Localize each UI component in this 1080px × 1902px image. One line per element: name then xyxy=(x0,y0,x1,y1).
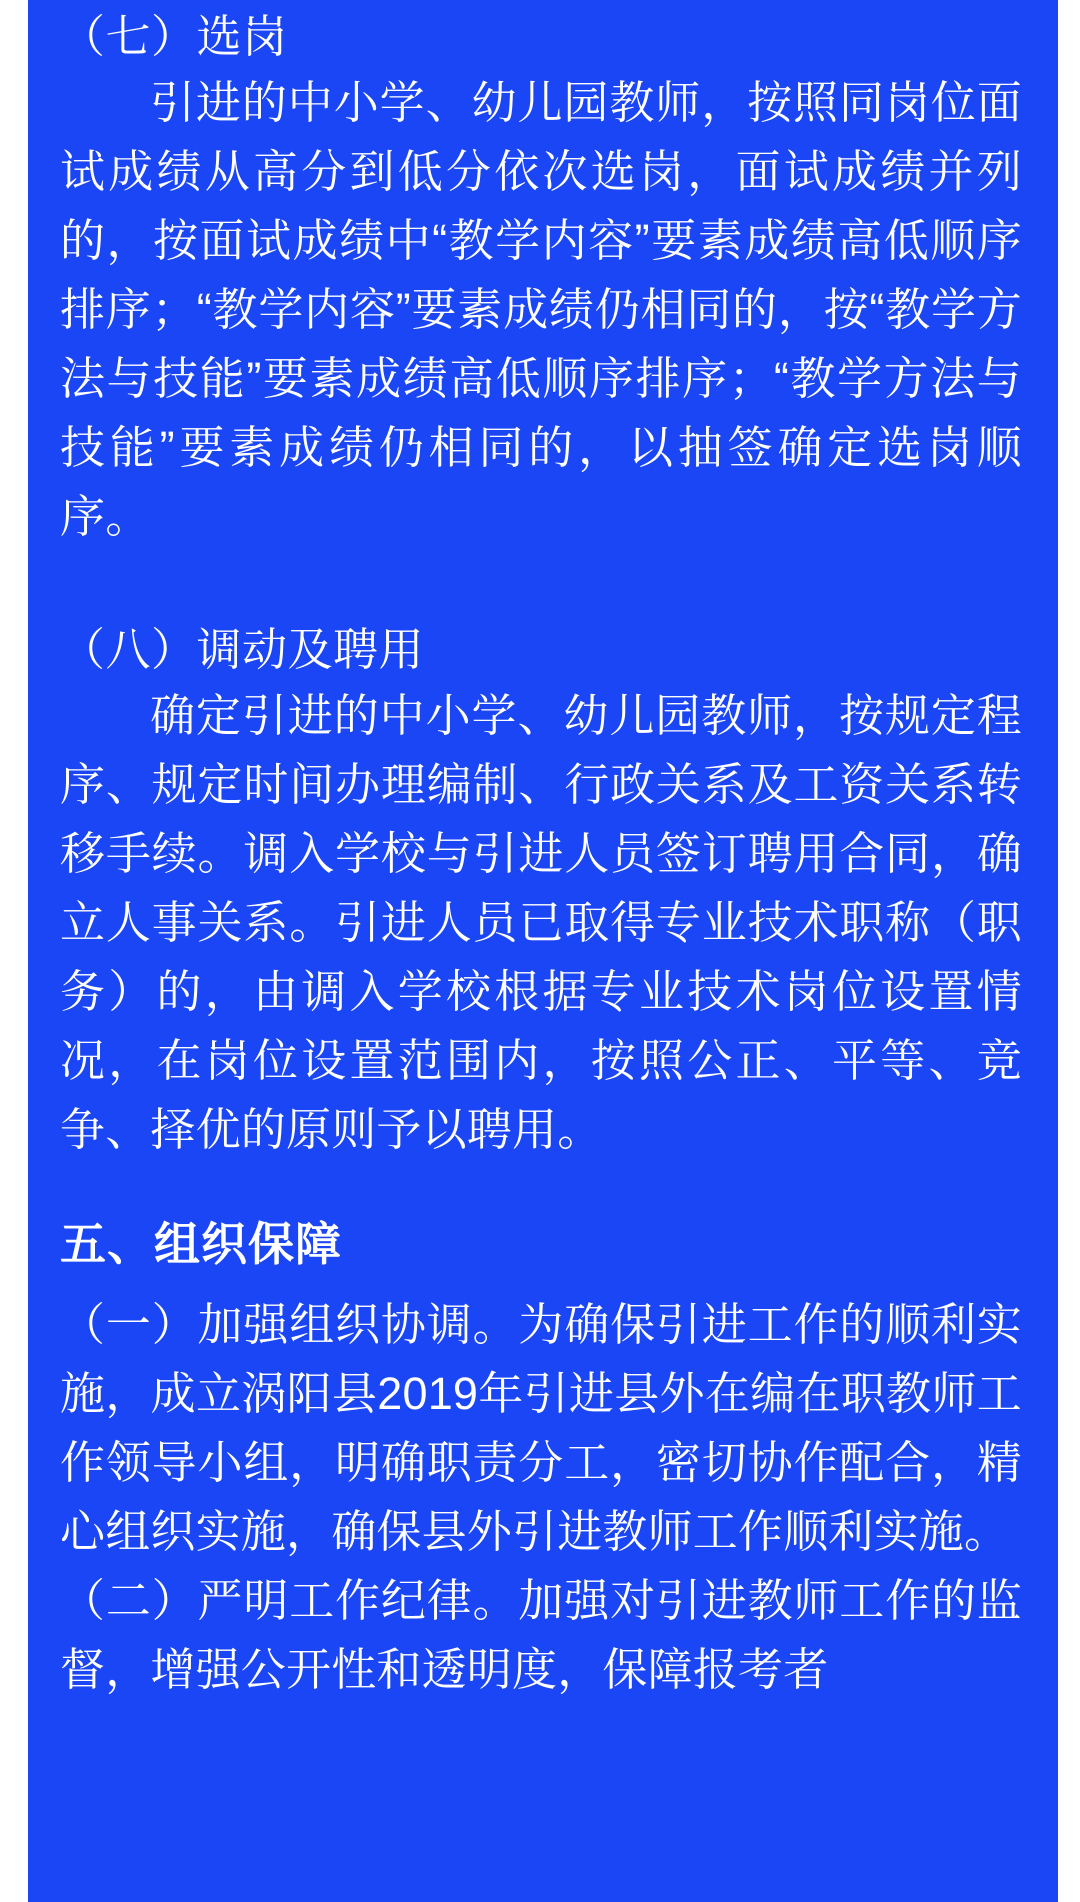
major-section-heading: 五、组织保障 xyxy=(60,1218,342,1270)
section-spacer-1 xyxy=(60,551,1022,613)
major-section-item-1: （一）加强组织协调。为确保引进工作的顺利实施，成立涡阳县2019年引进县外在编在职教师工作领导小组，明确职责分工，密切协作配合，精心组织实施，确保县外引进教师工作顺利实施。 xyxy=(60,1299,1022,1557)
document-content xyxy=(28,0,1058,1902)
section-heading-8: （八）调动及聘用 xyxy=(60,624,425,675)
section-8-paragraph: 确定引进的中小学、幼儿园教师，按规定程序、规定时间办理编制、行政关系及工资关系转移手续。调入学校与引进人员签订聘用合同，确立人事关系。引进人员已取得专业技术职称（职务）的，由调入学校根据专业技术岗位设置情况，在岗位设置范围内，按照公正、平等、竞争、择优的原则予以聘用。 xyxy=(60,690,1022,1155)
page-right-margin xyxy=(1058,0,1080,1902)
page-left-margin xyxy=(0,0,28,1902)
section-spacer-2 xyxy=(60,1164,1022,1212)
section-7-paragraph: 引进的中小学、幼儿园教师，按照同岗位面试成绩从高分到低分依次选岗，面试成绩并列的，按面试成绩中“教学内容”要素成绩高低顺序排序；“教学内容”要素成绩仍相同的，按“教学方法与技能”要素成绩高低顺序排序；“教学方法与技能”要素成绩仍相同的，以抽签确定选岗顺序。 xyxy=(60,77,1022,542)
heading-spacer xyxy=(60,1276,1022,1290)
section-heading-7: （七）选岗 xyxy=(60,11,288,62)
major-section-item-2: （二）严明工作纪律。加强对引进教师工作的监督，增强公开性和透明度，保障报考者 xyxy=(60,1575,1022,1695)
